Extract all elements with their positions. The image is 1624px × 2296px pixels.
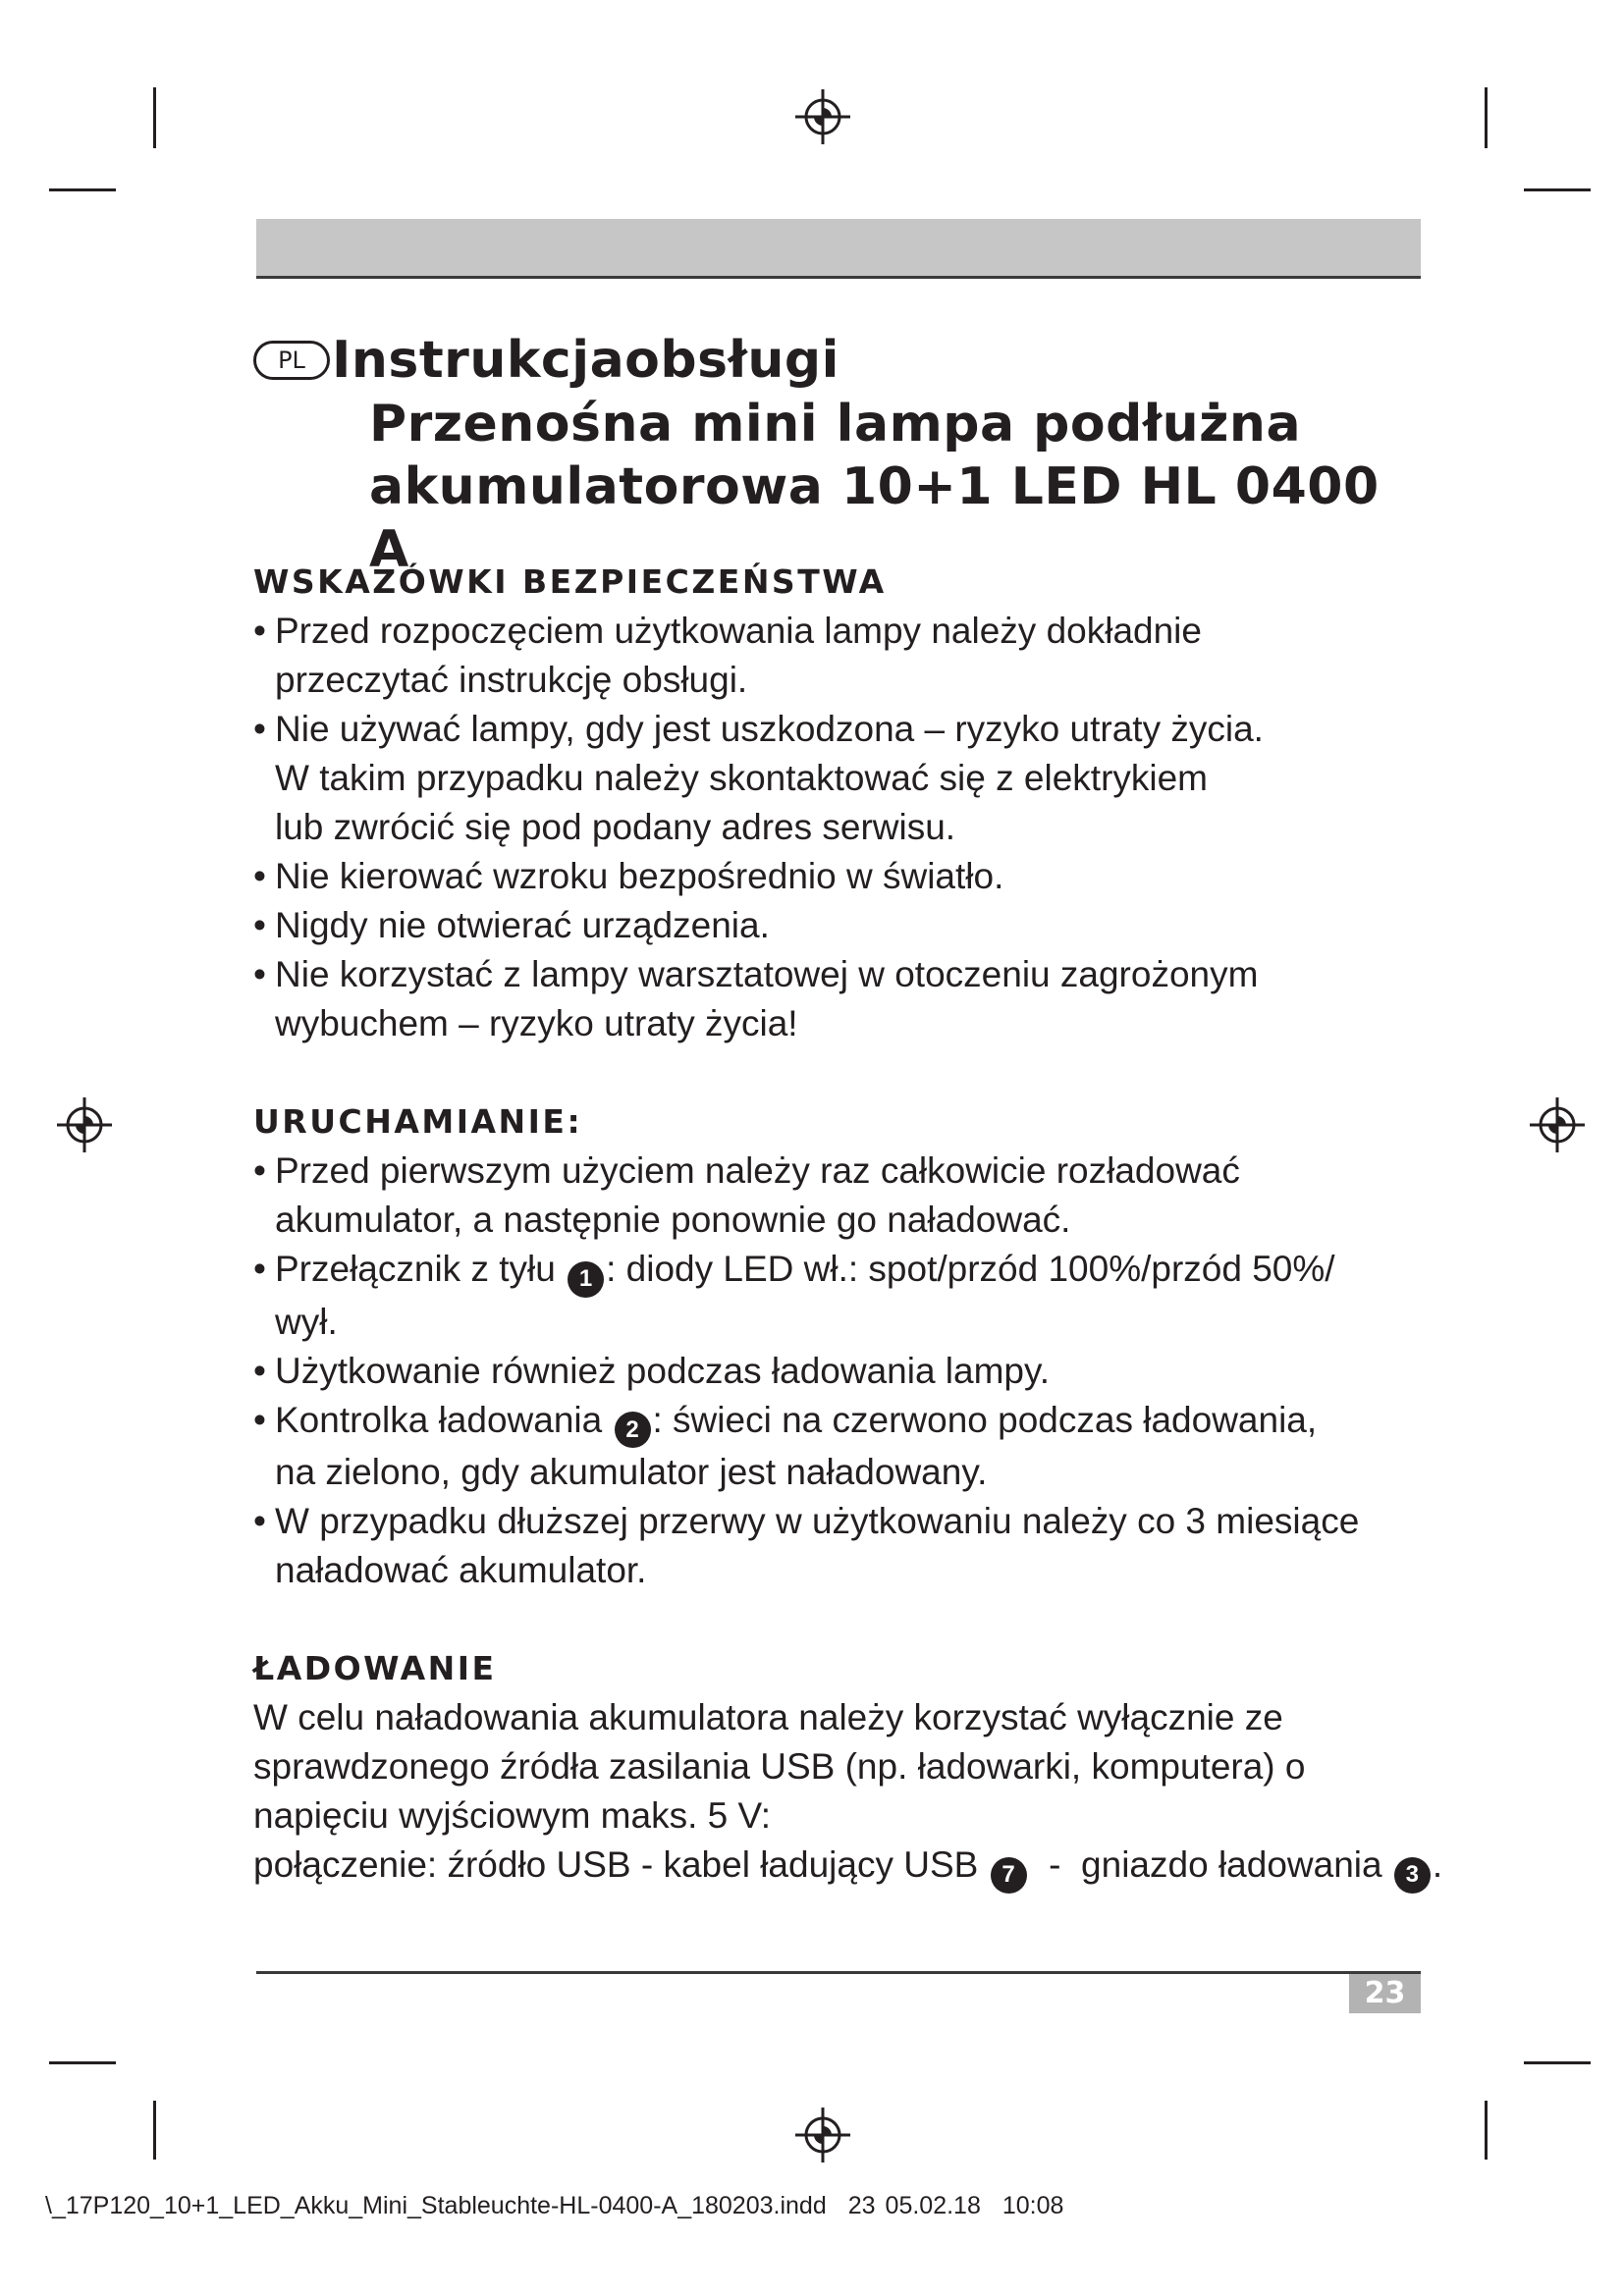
slug-time: 10:08 bbox=[1001, 2192, 1064, 2219]
callout-number-7: 7 bbox=[991, 1857, 1027, 1894]
page-number: 23 bbox=[1349, 1974, 1421, 2013]
list-item: • W przypadku dłuższej przerwy w użytkowaniu należy co 3 miesiące naładować akumulator. bbox=[253, 1497, 1432, 1595]
callout-number-2: 2 bbox=[615, 1412, 651, 1448]
charging-heading: ŁADOWANIE bbox=[253, 1649, 497, 1687]
callout-number-3: 3 bbox=[1394, 1857, 1431, 1894]
crop-mark-top-right-vertical bbox=[1485, 87, 1488, 148]
list-item: • Użytkowanie również podczas ładowania lampy. bbox=[253, 1347, 1432, 1396]
footer-rule bbox=[256, 1971, 1421, 1974]
crop-mark-top-left-vertical bbox=[153, 87, 156, 148]
registration-mark-left-icon bbox=[57, 1097, 112, 1152]
list-item: • Przed rozpoczęciem użytkowania lampy należy dokładnie przeczytać instrukcję obsługi. bbox=[253, 607, 1432, 705]
startup-list bbox=[253, 1147, 1432, 1595]
main-content bbox=[253, 558, 1443, 1894]
startup-heading: URUCHAMIANIE: bbox=[253, 1102, 583, 1141]
crop-mark-top-right-horizontal bbox=[1524, 188, 1591, 191]
safety-heading: WSKAZÓWKI BEZPIECZEŃSTWA bbox=[253, 562, 887, 601]
list-item: • Nie używać lampy, gdy jest uszkodzona – ryzyko utraty życia. W takim przypadku należy skontaktować się z elektrykiem lub zwrócić się pod podany adres serwisu. bbox=[253, 705, 1432, 852]
charging-connection: połączenie: źródło USB - kabel ładujący USB 7 - gniazdo ładowania 3 . bbox=[253, 1841, 1432, 1894]
registration-mark-right-icon bbox=[1530, 1097, 1585, 1152]
crop-mark-top-left-horizontal bbox=[49, 188, 116, 191]
slug-page: 23 bbox=[847, 2192, 876, 2219]
callout-number-1: 1 bbox=[568, 1261, 604, 1298]
crop-mark-bottom-right-vertical bbox=[1485, 2101, 1488, 2160]
charging-paragraph: W celu naładowania akumulatora należy korzystać wyłącznie ze sprawdzonego źródła zasilania USB (np. ładowarki, komputera) o napięciu wyjściowym maks. 5 V: połączenie: źródło USB - kabel ładujący USB 7 - gniazdo ładowania 3 . bbox=[253, 1693, 1432, 1894]
title-line-2: Przenośna mini lampa podłużna bbox=[369, 395, 1302, 454]
language-badge: PL bbox=[253, 341, 330, 380]
registration-mark-top-icon bbox=[795, 89, 850, 144]
slug-filename: \_17P120_10+1_LED_Akku_Mini_Stableuchte-HL-0400-A_180203.indd bbox=[45, 2192, 827, 2219]
print-slug bbox=[45, 2192, 1085, 2220]
header-bar bbox=[256, 219, 1421, 279]
crop-mark-bottom-left-horizontal bbox=[49, 2061, 116, 2064]
list-item: • Nigdy nie otwierać urządzenia. bbox=[253, 901, 1432, 950]
registration-mark-bottom-icon bbox=[795, 2108, 850, 2163]
list-item: • Nie korzystać z lampy warsztatowej w otoczeniu zagrożonym wybuchem – ryzyko utraty życia! bbox=[253, 950, 1432, 1048]
title-line-3: akumulatorowa 10+1 LED HL 0400 A bbox=[369, 457, 1380, 579]
crop-mark-bottom-left-vertical bbox=[153, 2101, 156, 2160]
list-item: • Przed pierwszym użyciem należy raz całkowicie rozładować akumulator, a następnie ponownie go naładować. bbox=[253, 1147, 1432, 1245]
list-item: • Przełącznik z tyłu 1 : diody LED wł.: spot/przód 100%/przód 50%/ wył. bbox=[253, 1245, 1432, 1347]
safety-list bbox=[253, 607, 1432, 1048]
list-item: • Nie kierować wzroku bezpośrednio w światło. bbox=[253, 852, 1432, 901]
list-item: • Kontrolka ładowania 2 : świeci na czerwono podczas ładowania, na zielono, gdy akumulator jest naładowany. bbox=[253, 1396, 1432, 1498]
slug-date: 05.02.18 bbox=[885, 2192, 981, 2219]
crop-mark-bottom-right-horizontal bbox=[1524, 2061, 1591, 2064]
page-title bbox=[253, 328, 1432, 581]
title-line-1: Instrukcjaobsługi bbox=[332, 331, 839, 390]
